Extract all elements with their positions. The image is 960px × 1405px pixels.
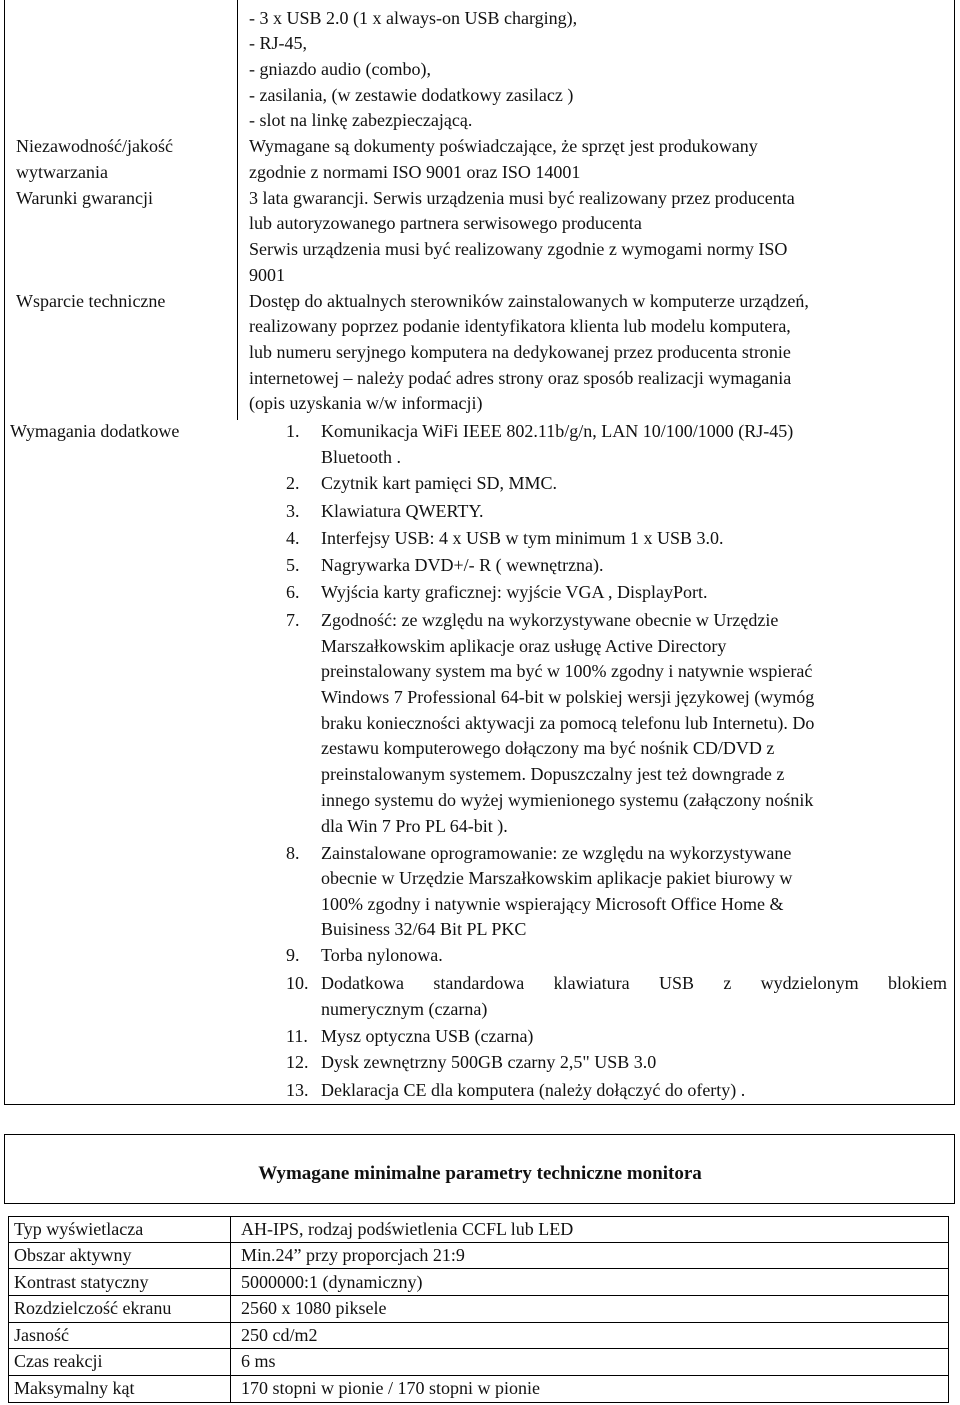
list-item-number: 6.: [286, 582, 300, 602]
monitor-param-label: Czas reakcji: [14, 1351, 103, 1371]
list-item-text-justified: [321, 972, 947, 994]
list-item-number: 11.: [286, 1026, 308, 1046]
support-value: lub numeru seryjnego komputera na dedykowanej przez producenta stronie: [249, 342, 791, 362]
justified-word: blokiem: [887, 973, 947, 993]
monitor-table-rule: [8, 1402, 949, 1403]
list-item-text: innego systemu do wyżej wymienionego systemu (załączony nośnik: [321, 790, 814, 810]
support-value: Dostęp do aktualnych sterowników zainstalowanych w komputerze urządzeń,: [249, 291, 809, 311]
monitor-param-value: Min.24” przy proporcjach 21:9: [241, 1245, 465, 1265]
list-item-number: 1.: [286, 421, 300, 441]
reliability-value: zgodnie z normami ISO 9001 oraz ISO 14001: [249, 162, 581, 182]
table-border-bottom: [4, 1104, 955, 1105]
table-border-right: [954, 0, 955, 1105]
list-item-number: 13.: [286, 1080, 309, 1100]
list-item-text: Wyjścia karty graficznej: wyjście VGA , DisplayPort.: [321, 582, 708, 602]
warranty-value: Serwis urządzenia musi być realizowany zgodnie z wymogami normy ISO: [249, 239, 788, 259]
monitor-param-value: 250 cd/m2: [241, 1325, 318, 1345]
list-item-text: Torba nylonowa.: [321, 945, 443, 965]
list-item-text: Marszałkowskim aplikacje oraz usługę Active Directory: [321, 636, 727, 656]
list-item-text: dla Win 7 Pro PL 64-bit ).: [321, 816, 508, 836]
ports-line: - 3 x USB 2.0 (1 x always-on USB charging),: [249, 8, 578, 28]
monitor-param-label: Rozdzielczość ekranu: [14, 1298, 172, 1318]
warranty-value: 9001: [249, 265, 285, 285]
monitor-table-rule: [8, 1375, 949, 1376]
support-value: realizowany poprzez podanie identyfikatora klienta lub modelu komputera,: [249, 316, 791, 336]
monitor-box-bottom: [4, 1203, 955, 1204]
list-item-text: Windows 7 Professional 64-bit w polskiej wersji językowej (wymóg: [321, 687, 815, 707]
list-item-text: Nagrywarka DVD+/- R ( wewnętrzna).: [321, 555, 604, 575]
list-item-text: Dysk zewnętrzny 500GB czarny 2,5" USB 3.0: [321, 1052, 657, 1072]
list-item-text: preinstalowany system ma być w 100% zgodny i natywnie wspierać: [321, 661, 813, 681]
monitor-table-rule: [8, 1322, 949, 1323]
list-item-number: 3.: [286, 501, 300, 521]
support-value: internetowej – należy podać adres strony oraz sposób realizacji wymagania: [249, 368, 792, 388]
monitor-param-label: Typ wyświetlacza: [14, 1219, 144, 1239]
justified-word: z: [723, 973, 732, 993]
list-item-text: Interfejsy USB: 4 x USB w tym minimum 1 x USB 3.0.: [321, 528, 724, 548]
list-item-number: 4.: [286, 528, 300, 548]
list-item-text: Zgodność: ze względu na wykorzystywane obecnie w Urzędzie: [321, 610, 779, 630]
list-item-number: 7.: [286, 610, 300, 630]
list-item-number: 8.: [286, 843, 300, 863]
table-column-divider: [237, 0, 238, 420]
list-item-text: Komunikacja WiFi IEEE 802.11b/g/n, LAN 10/100/1000 (RJ-45): [321, 421, 794, 441]
monitor-section-heading: Wymagane minimalne parametry techniczne monitora: [258, 1163, 702, 1184]
reliability-label: wytwarzania: [16, 162, 108, 182]
justified-word: standardowa: [433, 973, 525, 993]
ports-line: - RJ-45,: [249, 33, 307, 53]
monitor-param-value: 6 ms: [241, 1351, 276, 1371]
support-value: (opis uzyskania w/w informacji): [249, 393, 483, 413]
warranty-value: 3 lata gwarancji. Serwis urządzenia musi być realizowany przez producenta: [249, 188, 795, 208]
list-item-number: 9.: [286, 945, 300, 965]
list-item-text: Deklaracja CE dla komputera (należy dołączyć do oferty) .: [321, 1080, 746, 1100]
list-item-number: 10.: [286, 973, 309, 993]
reliability-label: Niezawodność/jakość: [16, 136, 173, 156]
ports-line: - slot na linkę zabezpieczającą.: [249, 110, 473, 130]
ports-line: - zasilania, (w zestawie dodatkowy zasilacz ): [249, 85, 574, 105]
monitor-param-label: Maksymalny kąt: [14, 1378, 135, 1398]
list-item-number: 12.: [286, 1052, 309, 1072]
monitor-table-rule: [8, 1216, 949, 1217]
warranty-value: lub autoryzowanego partnera serwisowego producenta: [249, 213, 642, 233]
list-item-text: 100% zgodny i natywnie wspierający Microsoft Office Home &: [321, 894, 784, 914]
monitor-param-label: Kontrast statyczny: [14, 1272, 149, 1292]
monitor-param-value: 5000000:1 (dynamiczny): [241, 1272, 423, 1292]
justified-word: klawiatura: [553, 973, 630, 993]
list-item-text: braku konieczności aktywacji za pomocą telefonu lub Internetu). Do: [321, 713, 815, 733]
justified-word: Dodatkowa: [321, 973, 404, 993]
additional-label: Wymagania dodatkowe: [10, 421, 180, 441]
monitor-table-rule: [8, 1295, 949, 1296]
monitor-param-value: 2560 x 1080 piksele: [241, 1298, 387, 1318]
monitor-param-value: AH-IPS, rodzaj podświetlenia CCFL lub LED: [241, 1219, 574, 1239]
list-item-text: Klawiatura QWERTY.: [321, 501, 484, 521]
monitor-table-rule: [8, 1268, 949, 1269]
justified-word: wydzielonym: [760, 973, 859, 993]
support-label: Wsparcie techniczne: [16, 291, 166, 311]
list-item-text: obecnie w Urzędzie Marszałkowskim aplikacje pakiet biurowy w: [321, 868, 793, 888]
ports-line: - gniazdo audio (combo),: [249, 59, 431, 79]
list-item-text: Zainstalowane oprogramowanie: ze względu na wykorzystywane: [321, 843, 792, 863]
monitor-param-label: Obszar aktywny: [14, 1245, 132, 1265]
reliability-value: Wymagane są dokumenty poświadczające, że sprzęt jest produkowany: [249, 136, 758, 156]
list-item-text: Bluetooth .: [321, 447, 401, 467]
table-border-left: [4, 0, 5, 1105]
monitor-table-rule: [8, 1242, 949, 1243]
list-item-text: Czytnik kart pamięci SD, MMC.: [321, 473, 557, 493]
warranty-label: Warunki gwarancji: [16, 188, 153, 208]
monitor-table-rule: [8, 1348, 949, 1349]
monitor-param-label: Jasność: [14, 1325, 69, 1345]
list-item-number: 5.: [286, 555, 300, 575]
monitor-box-top: [4, 1134, 955, 1135]
list-item-text: Mysz optyczna USB (czarna): [321, 1026, 534, 1046]
monitor-param-value: 170 stopni w pionie / 170 stopni w pionie: [241, 1378, 540, 1398]
list-item-text: preinstalowanym systemem. Dopuszczalny jest też downgrade z: [321, 764, 785, 784]
list-item-text: numerycznym (czarna): [321, 999, 488, 1019]
justified-word: USB: [658, 973, 694, 993]
list-item-text: zestawu komputerowego dołączony ma być nośnik CD/DVD z: [321, 738, 775, 758]
list-item-text: Buisiness 32/64 Bit PL PKC: [321, 919, 527, 939]
list-item-number: 2.: [286, 473, 300, 493]
